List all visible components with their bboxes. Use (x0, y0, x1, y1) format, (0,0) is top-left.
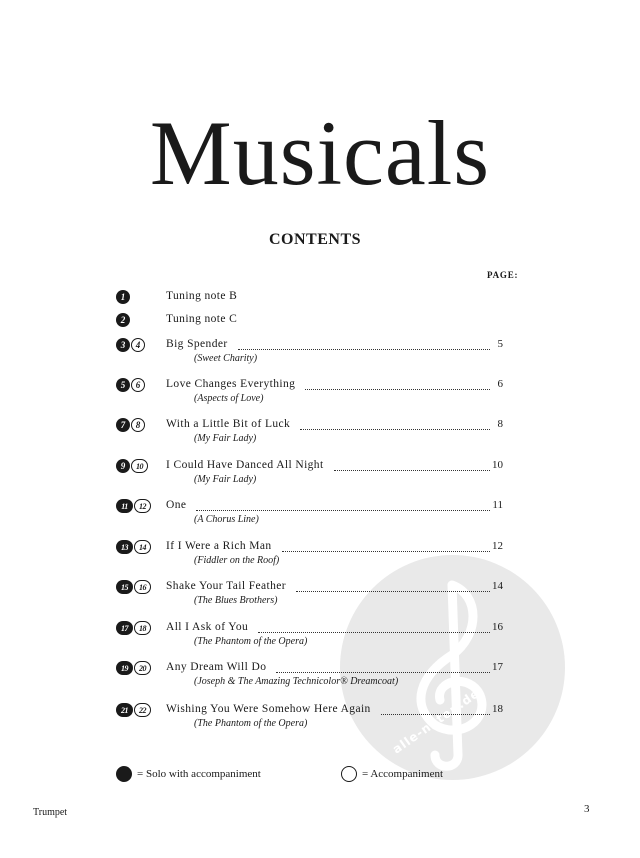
accompaniment-track-number: 12 (134, 499, 151, 513)
solo-circle-icon (116, 766, 132, 782)
footer-page-number: 3 (584, 803, 590, 815)
entry-title: With a Little Bit of Luck (166, 418, 291, 430)
leader-dots (296, 590, 490, 592)
entry-subtitle: (Fiddler on the Roof) (194, 555, 280, 566)
accompaniment-track-number: 18 (134, 621, 151, 635)
entry-subtitle: (Aspects of Love) (194, 393, 264, 404)
track-badge (116, 290, 130, 304)
treble-clef-icon (340, 555, 565, 780)
entry-title: I Could Have Danced All Night (166, 459, 324, 471)
entry-title: All I Ask of You (166, 621, 249, 633)
entry-page-number: 6 (497, 378, 503, 390)
leader-dots (300, 428, 490, 430)
entry-page-number: 18 (492, 703, 503, 715)
accompaniment-track-number: 10 (131, 459, 148, 473)
accompaniment-track-number: 8 (131, 418, 145, 432)
entry-title: Love Changes Everything (166, 378, 296, 390)
track-badge (116, 459, 148, 473)
accompaniment-track-number: 6 (131, 378, 145, 392)
track-badge (116, 703, 151, 717)
leader-dots (334, 469, 490, 471)
accompaniment-track-number: 20 (134, 661, 151, 675)
solo-track-number: 15 (116, 580, 133, 594)
solo-track-number: 9 (116, 459, 130, 473)
watermark-text: alle-noten.de (390, 685, 483, 757)
solo-track-number: 17 (116, 621, 133, 635)
leader-dots (305, 388, 490, 390)
entry-subtitle: (The Phantom of the Opera) (194, 718, 308, 729)
entry-page-number: 14 (492, 580, 503, 592)
accompaniment-track-number: 22 (134, 703, 151, 717)
solo-track-number: 2 (116, 313, 130, 327)
entry-page-number: 11 (492, 499, 503, 511)
solo-track-number: 19 (116, 661, 133, 675)
entry-subtitle: (My Fair Lady) (194, 433, 257, 444)
track-badge (116, 661, 151, 675)
entry-subtitle: (The Phantom of the Opera) (194, 636, 308, 647)
leader-dots (282, 550, 490, 552)
entry-page-number: 5 (497, 338, 503, 350)
track-badge (116, 338, 145, 352)
entry-subtitle: (The Blues Brothers) (194, 595, 278, 606)
footer-instrument: Trumpet (33, 807, 68, 818)
track-badge (116, 313, 130, 327)
solo-track-number: 13 (116, 540, 133, 554)
legend-accompaniment (341, 766, 443, 782)
entry-title: Shake Your Tail Feather (166, 580, 286, 592)
accompaniment-circle-icon (341, 766, 357, 782)
entry-page-number: 17 (492, 661, 503, 673)
entry-subtitle: (A Chorus Line) (194, 514, 259, 525)
entry-subtitle: (Joseph & The Amazing Technicolor® Dreamcoat) (194, 676, 399, 687)
entry-page-number: 12 (492, 540, 503, 552)
entry-title: Tuning note C (166, 313, 238, 325)
legend-solo (116, 766, 261, 782)
leader-dots (276, 671, 490, 673)
track-badge (116, 580, 151, 594)
entry-title: Wishing You Were Somehow Here Again (166, 703, 371, 715)
entry-title: Tuning note B (166, 290, 238, 302)
track-badge (116, 540, 151, 554)
solo-track-number: 21 (116, 703, 133, 717)
legend-solo-label: = Solo with accompaniment (137, 768, 261, 780)
watermark-treble-clef (340, 555, 565, 780)
entry-title: If I Were a Rich Man (166, 540, 272, 552)
entry-page-number: 16 (492, 621, 503, 633)
legend-accompaniment-label: = Accompaniment (362, 768, 444, 780)
leader-dots (258, 631, 490, 633)
entry-subtitle: (Sweet Charity) (194, 353, 258, 364)
leader-dots (381, 713, 490, 715)
contents-heading: CONTENTS (268, 231, 362, 248)
entry-page-number: 8 (497, 418, 503, 430)
accompaniment-track-number: 4 (131, 338, 145, 352)
entry-title: One (166, 499, 187, 511)
leader-dots (196, 509, 490, 511)
track-badge (116, 418, 145, 432)
solo-track-number: 1 (116, 290, 130, 304)
leader-dots (238, 348, 490, 350)
solo-track-number: 5 (116, 378, 130, 392)
entry-page-number: 10 (492, 459, 503, 471)
entry-subtitle: (My Fair Lady) (194, 474, 257, 485)
solo-track-number: 11 (116, 499, 133, 513)
solo-track-number: 7 (116, 418, 130, 432)
accompaniment-track-number: 14 (134, 540, 151, 554)
entry-title: Any Dream Will Do (166, 661, 267, 673)
track-badge (116, 378, 145, 392)
page-column-label: PAGE: (487, 270, 519, 280)
track-badge (116, 499, 151, 513)
track-badge (116, 621, 151, 635)
entry-title: Big Spender (166, 338, 228, 350)
page-title: Musicals (149, 102, 491, 204)
accompaniment-track-number: 16 (134, 580, 151, 594)
solo-track-number: 3 (116, 338, 130, 352)
